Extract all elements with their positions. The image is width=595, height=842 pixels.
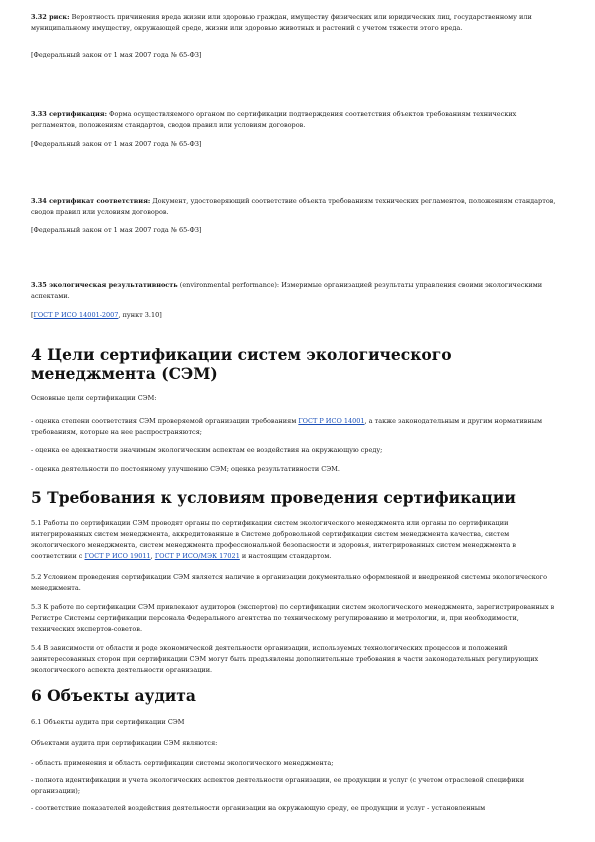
gost-14001-2007-link[interactable]: ГОСТ Р ИСО 14001-2007 (33, 311, 119, 319)
section-5-2: 5.2 Условием проведения сертификации СЭМ является наличие в организации документально оформленной и внедренной системы экологического менеджмента. (31, 573, 547, 592)
definition-text: Измеримые организацией результаты управления своими экологическими аспектами. (31, 281, 543, 300)
definition-text: Вероятность причинения вреда жизни или здоровью граждан, имуществу физических или юридических лиц, государственному или муниципальному имуществу, окружающей среде, жизни или здоровью животных и растений с учетом тяжести этого вреда. (31, 13, 532, 32)
section-6-item-2: - полнота идентификации и учета экологических аспектов деятельности организации, ее продукции и услуг (с учетом отраслевой специфики организации); (31, 776, 525, 795)
section-4-item-1: - оценка степени соответствия СЭМ проверяемой организации требованиям ГОСТ Р ИСО 14001, а также законодательным и другим нормативным требованиям, которые на нее распространяются; (31, 417, 543, 436)
section-4-intro: Основные цели сертификации СЭМ: (31, 394, 157, 402)
definition-term: 3.32 риск: (31, 13, 70, 21)
definition-3-35 (31, 280, 563, 302)
definition-text: Документ, удостоверяющий соответствие объекта требованиям технических регламентов, положениям стандартов, сводов правил или условиям договоров. (31, 197, 556, 216)
section-4-item-2: - оценка ее адекватности значимым экологическим аспектам ее воздействия на окружающую среду; (31, 446, 383, 454)
section-6-1: 6.1 Объекты аудита при сертификации СЭМ (31, 718, 185, 726)
section-6-item-3: - соответствие показателей воздействия деятельности организации на окружающую среду, ее продукции и услуг - установленным (31, 804, 486, 812)
definition-text: Форма осуществляемого органом по сертификации подтверждения соответствия объектов требованиям технических регламентов, положениям стандартов, сводов правил или условиям договоров. (31, 110, 517, 129)
definition-3-34 (31, 196, 563, 218)
section-4-item-3: - оценка деятельности по постоянному улучшению СЭМ; оценка результативности СЭМ. (31, 465, 340, 473)
section-6-item-1: - область применения и область сертификации системы экологического менеджмента; (31, 759, 334, 767)
definition-term: 3.34 сертификат соответствия: (31, 197, 151, 205)
section-6-heading: 6 Объекты аудита (31, 686, 196, 705)
section-5-heading: 5 Требования к условиям проведения сертификации (31, 488, 516, 507)
definition-3-33 (31, 109, 563, 131)
definition-source: [Федеральный закон от 1 мая 2007 года № 65-ФЗ] (31, 226, 202, 234)
definition-source: [ГОСТ Р ИСО 14001-2007, пункт 3.10] (31, 311, 162, 319)
section-5-3: 5.3 К работе по сертификации СЭМ привлекают аудиторов (экспертов) по сертификации систем экологического менеджмента, зарегистрированных в Регистре Системы сертификации персонала Федерального агентства по техническому регулированию и метрологии, и, при необходимости, технических экспертов-советов. (31, 603, 555, 633)
section-5-1: 5.1 Работы по сертификации СЭМ проводят органы по сертификации систем экологического менеджмента или органы по сертификации интегрированных систем менеджмента, аккредитованные в Системе добровольной сертификации систем менеджмента качества, систем экологического менеджмента, систем менеджмента профессиональной безопасности и здоровья, интегрированных систем менеджмента в соответствии с ГОСТ Р ИСО 19011, ГОСТ Р ИСО/МЭК 17021 и настоящим стандартом. (31, 519, 517, 560)
definition-source: [Федеральный закон от 1 мая 2007 года № 65-ФЗ] (31, 51, 202, 59)
gost-14001-link[interactable]: ГОСТ Р ИСО 14001 (298, 417, 365, 425)
definition-term: 3.35 экологическая результативность (31, 281, 178, 289)
section-6-intro: Объектами аудита при сертификации СЭМ являются: (31, 739, 218, 747)
section-5-4: 5.4 В зависимости от области и роде экономической деятельности организации, используемых технологических процессов и положений заинтересованных сторон при сертификации СЭМ могут быть предъявлены дополнительные требования в части законодательных регулирующих экологического аспекта деятельности организации. (31, 644, 539, 674)
section-4-heading: 4 Цели сертификации систем экологического менеджмента (СЭМ) (31, 345, 452, 383)
definition-source: [Федеральный закон от 1 мая 2007 года № 65-ФЗ] (31, 140, 202, 148)
definition-term-english: (environmental performance): (177, 281, 280, 289)
definition-term: 3.33 сертификация: (31, 110, 107, 118)
gost-17021-link[interactable]: ГОСТ Р ИСО/МЭК 17021 (154, 552, 240, 560)
gost-19011-link[interactable]: ГОСТ Р ИСО 19011 (84, 552, 151, 560)
definition-3-32 (31, 12, 563, 34)
